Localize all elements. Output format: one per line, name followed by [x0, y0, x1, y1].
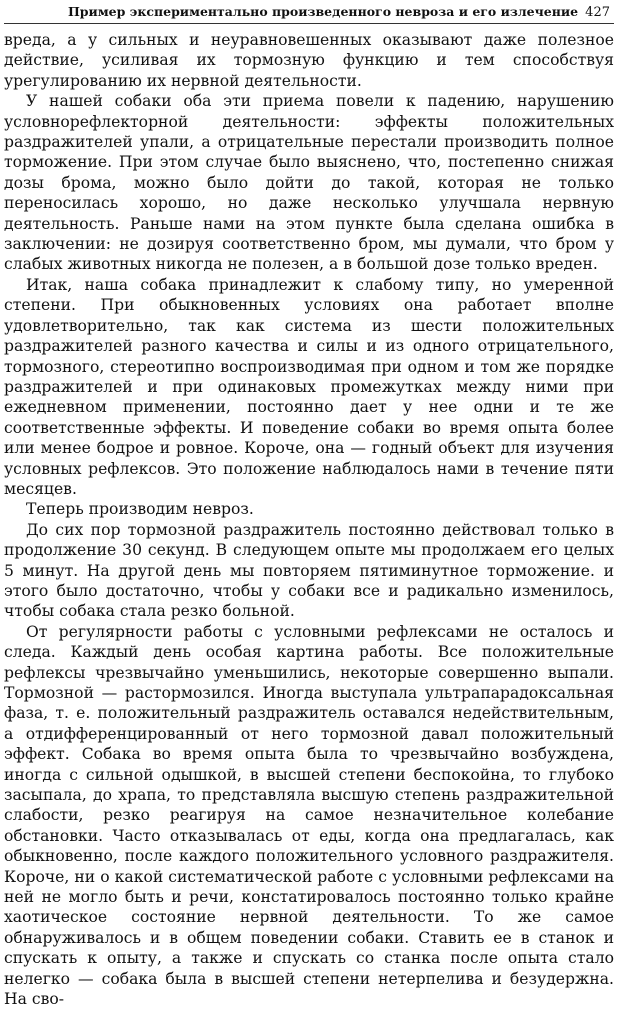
running-header: [4, 0, 614, 24]
paragraph: Теперь производим невроз.: [26, 500, 254, 519]
paragraph: У нашей собаки оба эти приема повели к падению, нарушению условнорефлекторной деятельности: эффекты положительных раздражителей упали, а отрицательные перестали производить полное торможение. При этом случае было выяснено, что, постепенно снижая дозы брома, можно было дойти до такой, которая не только переносилась хорошо, но даже несколько улучшала нервную деятельность. Раньше нами на этом пункте была сделана ошибка в заключении: не дозируя соответственно бром, мы думали, что бром у слабых животных никогда не полезен, а в большой дозе только вреден.: [4, 92, 614, 274]
paragraph: Итак, наша собака принадлежит к слабому типу, но умеренной степени. При обыкновенных условиях она работает вполне удовлетворительно, так как система из шести положительных раздражителей разного качества и силы и из одного отрицательного, тормозного, стереотипно воспроизводимая при одном и том же порядке раздражителей и при одинаковых промежутках между ними при ежедневном применении, постоянно дает у нее одни и те же соответственные эффекты. И поведение собаки во время опыта более или менее бодрое и ровное. Короче, она — годный объект для изучения условных рефлексов. Это положение наблюдалось нами в течение пяти месяцев.: [4, 275, 614, 498]
paragraph: От регулярности работы с условными рефлексами не осталось и следа. Каждый день особая картина работы. Все положительные рефлексы чрезвычайно уменьшились, некоторые совершенно выпали. Тормозной — растормозился. Иногда выступала ультрапарадоксальная фаза, т. е. положительный раздражитель оставался недействительным, а отдифференцированный от него тормозной давал положительный эффект. Собака во время опыта была то чрезвычайно возбуждена, иногда с сильной одышкой, в высшей степени беспокойна, то глубоко засыпала, до храпа, то представляла высшую степень раздражительной слабости, резко реагируя на самое незначительное колебание обстановки. Часто отказывалась от еды, когда она предлагалась, как обыкновенно, после каждого положительного условного раздражителя. Короче, ни о какой систематической работе с условными рефлексами на ней не могло быть и речи, констатировалось постоянно только крайне хаотическое состояние нервной деятельности. То же самое обнаруживалось и в общем поведении собаки. Ставить ее в станок и спускать к опыту, а также и спускать со станка после опыта стало нелегко — собака была в высшей степени нетерпелива и безудержна. На сво-: [4, 622, 614, 1009]
page-number: 427: [585, 5, 610, 20]
paragraph: вреда, а у сильных и неуравновешенных оказывают даже полезное действие, усиливая их тормозную функцию и тем способствуя урегулированию их нервной деятельности.: [4, 31, 614, 90]
header-title: Пример экспериментально произведенного невроза и его излечение: [68, 4, 579, 19]
body-text: [4, 30, 614, 1010]
paragraph: До сих пор тормозной раздражитель постоянно действовал только в продолжение 30 секунд. В следующем опыте мы продолжаем его целых 5 минут. На другой день мы повторяем пятиминутное торможение. и этого было достаточно, чтобы у собаки все и радикально изменилось, чтобы собака стала резко больной.: [4, 520, 614, 621]
